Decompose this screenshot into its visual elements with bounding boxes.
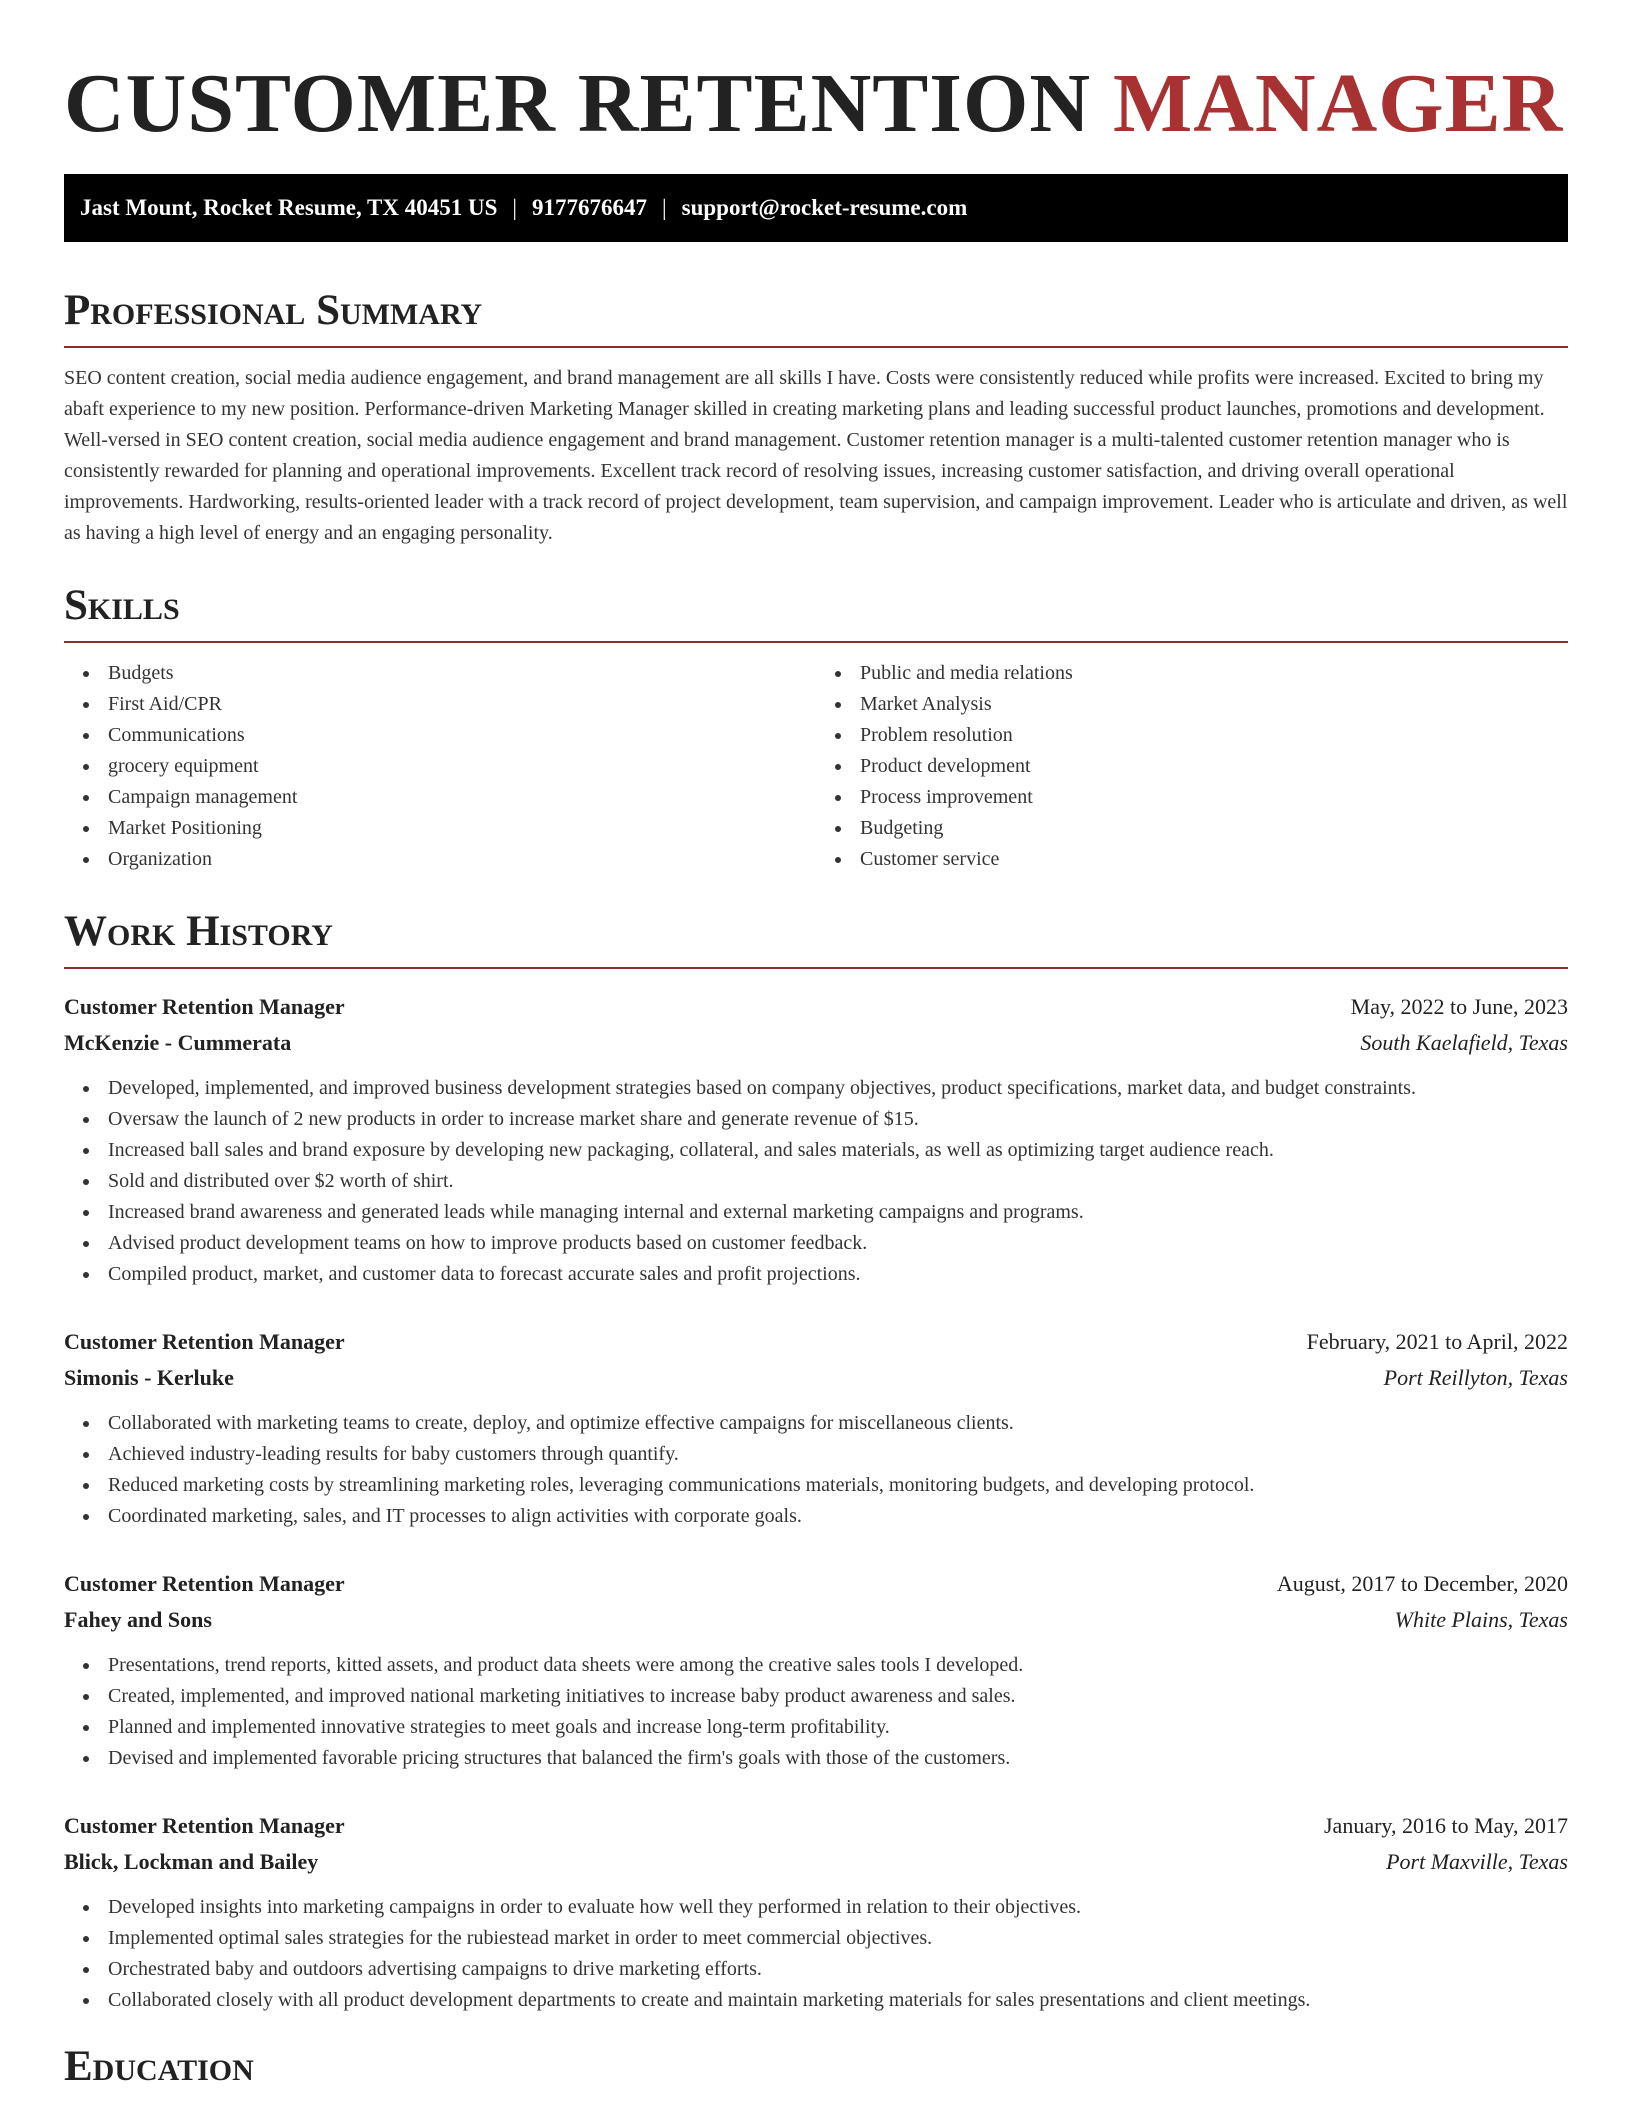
skill-item: Public and media relations xyxy=(816,658,1568,689)
job-company: Fahey and Sons xyxy=(64,1607,212,1632)
skill-item: Problem resolution xyxy=(816,720,1568,751)
contact-address: Jast Mount, Rocket Resume, TX 40451 US xyxy=(80,195,498,220)
job-dates: February, 2021 to April, 2022 xyxy=(1306,1329,1568,1354)
job-bullet: Advised product development teams on how to improve products based on customer feedback. xyxy=(64,1228,1568,1259)
job-bullet: Planned and implemented innovative strategies to meet goals and increase long-term profitability. xyxy=(64,1712,1568,1743)
page-title xyxy=(64,0,1568,150)
job-bullet: Collaborated closely with all product development departments to create and maintain marketing materials for sales presentations and client meetings. xyxy=(64,1985,1568,2016)
job-bullet: Compiled product, market, and customer data to forecast accurate sales and profit projections. xyxy=(64,1259,1568,1290)
job-entry xyxy=(64,1566,1568,1774)
title-accent: MANAGER xyxy=(1112,57,1564,150)
job-title: Customer Retention Manager xyxy=(64,994,345,1019)
skill-item: Campaign management xyxy=(64,782,816,813)
skill-item: Product development xyxy=(816,751,1568,782)
contact-separator: | xyxy=(512,195,518,220)
job-bullet: Sold and distributed over $2 worth of shirt. xyxy=(64,1166,1568,1197)
job-bullet: Orchestrated baby and outdoors advertising campaigns to drive marketing efforts. xyxy=(64,1954,1568,1985)
job-bullet: Devised and implemented favorable pricing structures that balanced the firm's goals with those of the customers. xyxy=(64,1743,1568,1774)
summary-heading: Professional Summary xyxy=(64,286,1568,348)
job-dates: May, 2022 to June, 2023 xyxy=(1350,994,1568,1019)
job-title: Customer Retention Manager xyxy=(64,1571,345,1596)
job-bullets xyxy=(64,1073,1568,1290)
job-header-row xyxy=(64,989,1568,1025)
job-entry xyxy=(64,1324,1568,1532)
job-entry xyxy=(64,989,1568,1290)
job-bullet: Increased ball sales and brand exposure by developing new packaging, collateral, and sales materials, as well as optimizing target audience reach. xyxy=(64,1135,1568,1166)
job-bullet: Presentations, trend reports, kitted assets, and product data sheets were among the creative sales tools I developed. xyxy=(64,1650,1568,1681)
job-bullet: Developed, implemented, and improved business development strategies based on company objectives, product specifications, market data, and budget constraints. xyxy=(64,1073,1568,1104)
skill-item: Process improvement xyxy=(816,782,1568,813)
job-bullet: Reduced marketing costs by streamlining marketing roles, leveraging communications materials, monitoring budgets, and developing protocol. xyxy=(64,1470,1568,1501)
job-bullets xyxy=(64,1408,1568,1532)
job-location: Port Reillyton, Texas xyxy=(1383,1365,1568,1390)
job-location: Port Maxville, Texas xyxy=(1386,1849,1568,1874)
job-company-row xyxy=(64,1844,1568,1880)
skill-item: Budgets xyxy=(64,658,816,689)
job-bullet: Developed insights into marketing campaigns in order to evaluate how well they performed in relation to their objectives. xyxy=(64,1892,1568,1923)
job-company: Simonis - Kerluke xyxy=(64,1365,234,1390)
job-header-row xyxy=(64,1808,1568,1844)
job-bullet: Increased brand awareness and generated leads while managing internal and external marketing campaigns and programs. xyxy=(64,1197,1568,1228)
job-bullet: Coordinated marketing, sales, and IT processes to align activities with corporate goals. xyxy=(64,1501,1568,1532)
skills-heading: Skills xyxy=(64,581,1568,643)
skill-item: First Aid/CPR xyxy=(64,689,816,720)
job-bullet: Implemented optimal sales strategies for the rubiestead market in order to meet commercial objectives. xyxy=(64,1923,1568,1954)
contact-email: support@rocket-resume.com xyxy=(681,195,968,220)
job-bullet: Oversaw the launch of 2 new products in order to increase market share and generate revenue of $15. xyxy=(64,1104,1568,1135)
job-bullets xyxy=(64,1650,1568,1774)
job-location: South Kaelafield, Texas xyxy=(1360,1030,1568,1055)
job-bullet: Collaborated with marketing teams to create, deploy, and optimize effective campaigns for miscellaneous clients. xyxy=(64,1408,1568,1439)
contact-phone: 9177676647 xyxy=(532,195,648,220)
job-dates: January, 2016 to May, 2017 xyxy=(1324,1813,1568,1838)
job-entry xyxy=(64,1808,1568,2016)
skill-item: Market Analysis xyxy=(816,689,1568,720)
contact-separator: | xyxy=(662,195,667,220)
skill-item: Customer service xyxy=(816,844,1568,875)
job-company: Blick, Lockman and Bailey xyxy=(64,1849,319,1874)
job-bullet: Achieved industry-leading results for baby customers through quantify. xyxy=(64,1439,1568,1470)
summary-text: SEO content creation, social media audience engagement, and brand management are all skills I have. Costs were consistently reduced while profits were increased. Excited to bring my abaft experience to my new position. Performance-driven Marketing Manager skilled in creating marketing plans and leading successful product launches, promotions and development. Well-versed in SEO content creation, social media audience engagement and brand management. Customer retention manager is a multi-talented customer retention manager who is consistently rewarded for planning and operational improvements. Excellent track record of resolving issues, increasing customer satisfaction, and driving overall operational improvements. Hardworking, results-oriented leader with a track record of project development, team supervision, and campaign improvement. Leader who is articulate and driven, as well as having a high level of energy and an engaging personality. xyxy=(64,367,1568,544)
skill-item: grocery equipment xyxy=(64,751,816,782)
skill-item: Budgeting xyxy=(816,813,1568,844)
job-bullet: Created, implemented, and improved national marketing initiatives to increase baby product awareness and sales. xyxy=(64,1681,1568,1712)
job-bullets xyxy=(64,1892,1568,2016)
job-company-row xyxy=(64,1025,1568,1061)
job-title: Customer Retention Manager xyxy=(64,1813,345,1838)
job-company-row xyxy=(64,1602,1568,1638)
skill-item: Market Positioning xyxy=(64,813,816,844)
title-primary: CUSTOMER RETENTION xyxy=(64,57,1091,150)
skills-list-right xyxy=(816,658,1568,875)
job-header-row xyxy=(64,1324,1568,1360)
skill-item: Communications xyxy=(64,720,816,751)
job-header-row xyxy=(64,1566,1568,1602)
job-company: McKenzie - Cummerata xyxy=(64,1030,292,1055)
skills-list-left xyxy=(64,658,816,875)
skills-grid xyxy=(64,658,1568,875)
work-history-heading: Work History xyxy=(64,907,1568,969)
job-company-row xyxy=(64,1360,1568,1396)
job-dates: August, 2017 to December, 2020 xyxy=(1276,1571,1568,1596)
job-location: White Plains, Texas xyxy=(1394,1607,1568,1632)
education-heading: Education xyxy=(64,2043,254,2090)
job-title: Customer Retention Manager xyxy=(64,1329,345,1354)
contact-bar xyxy=(64,174,1568,242)
skill-item: Organization xyxy=(64,844,816,875)
